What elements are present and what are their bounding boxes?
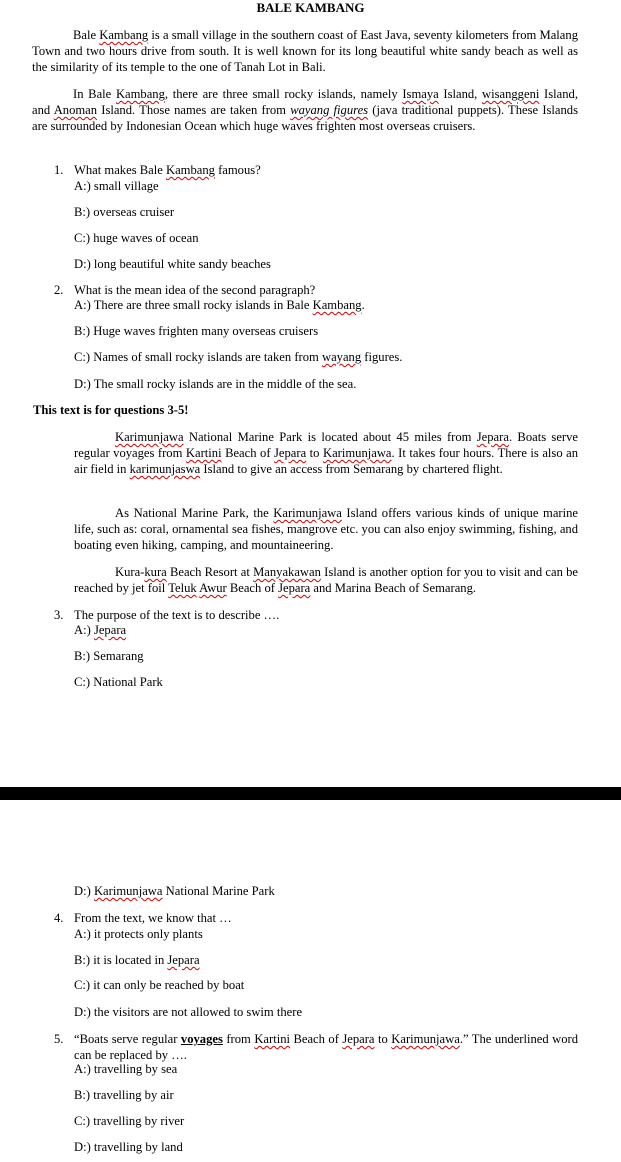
question-5-option-a[interactable]: A:) travelling by sea (74, 1062, 178, 1076)
spell-flag: Awur (199, 581, 227, 595)
question-1-option-a[interactable]: A:) small village (74, 179, 159, 193)
spell-flag: kura (144, 565, 167, 579)
underlined-word: voyages (180, 1032, 223, 1046)
question-4-option-d[interactable]: D:) the visitors are not allowed to swim there (74, 1005, 303, 1019)
question-5-number: 5. (54, 1032, 64, 1046)
spell-flag: Karimunjawa (93, 884, 163, 898)
question-4-number: 4. (54, 911, 64, 925)
question-3-number: 3. (54, 608, 64, 622)
spell-flag: Jepara (274, 446, 307, 460)
question-2-option-b[interactable]: B:) Huge waves frighten many overseas cruisers (74, 324, 319, 338)
paragraph-3: Karimunjawa National Marine Park is located about 45 miles from Jepara. Boats serve regular voyages from Kartini Beach of Jepara to Karimunjawa. It takes four hours. There is also an air field in karimunjaswa Island to give an access from Semarang by chartered flight. (74, 430, 579, 476)
paragraph-2: In Bale Kambang, there are three small rocky islands, namely Ismaya Island, wisanggeni Island, and Anoman Island. Those names are taken from wayang figures (java traditional puppets). These Islands are surrounded by Indonesian Ocean which huge waves frighten most overseas cruisers. (32, 87, 579, 133)
spell-flag: karimunjaswa (129, 462, 201, 476)
question-1-option-b[interactable]: B:) overseas cruiser (74, 205, 175, 219)
question-3-text: The purpose of the text is to describe …. (74, 608, 280, 622)
spell-flag: Teluk (168, 581, 197, 595)
question-5-option-c[interactable]: C:) travelling by river (74, 1114, 185, 1128)
question-2-option-c[interactable]: C:) Names of small rocky islands are taken from wayang figures. (74, 350, 403, 364)
page-break-divider (0, 787, 621, 800)
spell-flag: Jepara (342, 1032, 375, 1046)
question-4-option-a[interactable]: A:) it protects only plants (74, 927, 203, 941)
spell-flag: Jepara (476, 430, 509, 444)
question-2-number: 2. (54, 283, 64, 297)
question-2-text: What is the mean idea of the second paragraph? (74, 283, 316, 297)
question-5-option-b[interactable]: B:) travelling by air (74, 1088, 174, 1102)
question-2-option-d[interactable]: D:) The small rocky islands are in the middle of the sea. (74, 377, 357, 391)
question-2-option-a[interactable]: A:) There are three small rocky islands in Bale Kambang. (74, 298, 365, 312)
spell-flag: Ismaya (402, 87, 439, 101)
spell-flag: Karimunjawa (273, 506, 342, 520)
question-3-option-d[interactable]: D:) Karimunjawa National Marine Park (74, 884, 275, 898)
spell-flag: Jepara (278, 581, 311, 595)
spell-flag: Kambang (312, 298, 362, 312)
paragraph-5: Kura-kura Beach Resort at Manyakawan Island is another option for you to visit and can be reached by jet foil Teluk Awur Beach of Jepara and Marina Beach of Semarang. (74, 565, 578, 595)
question-4-text: From the text, we know that … (74, 911, 232, 925)
spell-flag: Kartini (254, 1032, 290, 1046)
spell-flag: wayang (321, 350, 362, 364)
spell-flag: Kambang (165, 163, 215, 177)
spell-flag: Karimunjawa (322, 446, 392, 460)
spell-flag: Anoman (53, 103, 98, 117)
spell-flag: Kambang (99, 28, 149, 42)
spell-flag: wayang figures (290, 103, 369, 117)
question-4-option-c[interactable]: C:) it can only be reached by boat (74, 978, 245, 992)
question-3-option-b[interactable]: B:) Semarang (74, 649, 144, 663)
spell-flag: Kambang (115, 87, 165, 101)
paragraph-1: Bale Kambang is a small village in the southern coast of East Java, seventy kilometers from Malang Town and two hours drive from south. It is well known for its long beautiful white sandy beach as well as the similarity of its temple to the one of Tanah Lot in Bali. (32, 28, 578, 74)
document-title: BALE KAMBANG (256, 0, 365, 15)
spell-flag: Karimunjawa (115, 430, 184, 444)
question-3-option-c[interactable]: C:) National Park (74, 675, 163, 689)
spell-flag: Kartini (185, 446, 222, 460)
spell-flag: Jepara (93, 623, 127, 637)
section-heading: This text is for questions 3-5! (33, 403, 189, 417)
question-1-text: What makes Bale Kambang famous? (74, 163, 261, 177)
spell-flag: Karimunjawa (391, 1032, 460, 1046)
spell-flag: wisanggeni (482, 87, 540, 101)
spell-flag: Manyakawan (253, 565, 321, 579)
paragraph-4: As National Marine Park, the Karimunjawa Island offers various kinds of unique marine life, such as: coral, ornamental sea fishes, mangrove etc. you can also enjoy swimming, fishing, and boating even hiking, camping, and mountaineering. (74, 506, 578, 552)
question-3-option-a[interactable]: A:) Jepara (74, 623, 127, 637)
question-4-option-b[interactable]: B:) it is located in Jepara (74, 953, 200, 967)
spell-flag: Jepara (167, 953, 200, 967)
question-5-text: “Boats serve regular voyages from Kartini Beach of Jepara to Karimunjawa.” The underlined word can be replaced by …. (74, 1032, 579, 1062)
question-1-number: 1. (54, 163, 64, 177)
question-1-option-d[interactable]: D:) long beautiful white sandy beaches (74, 257, 271, 271)
question-1-option-c[interactable]: C:) huge waves of ocean (74, 231, 199, 245)
question-5-option-d[interactable]: D:) travelling by land (74, 1140, 183, 1154)
